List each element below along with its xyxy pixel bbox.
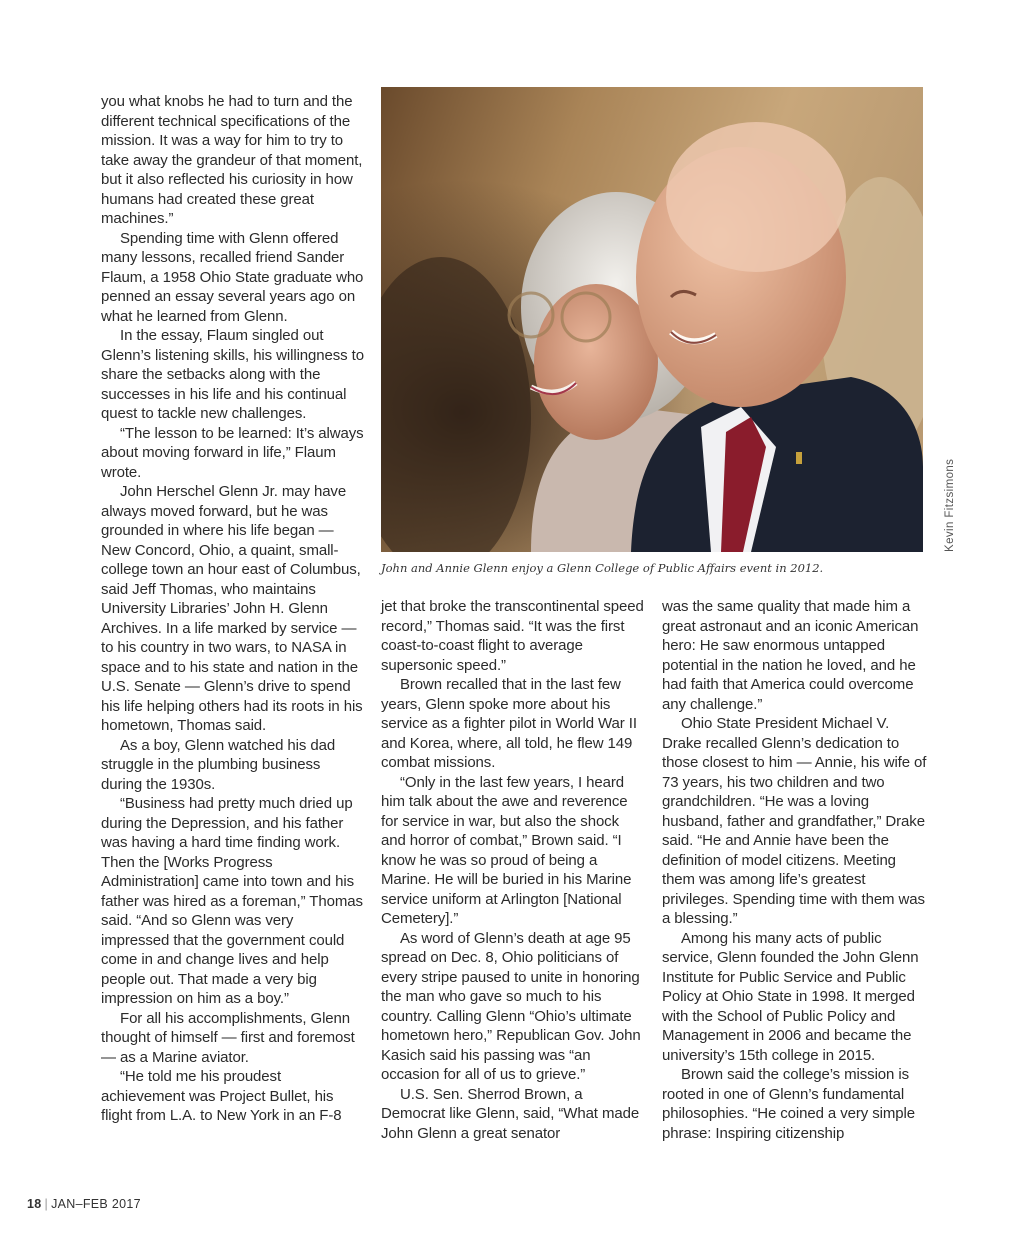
issue-date: JAN–FEB 2017	[51, 1197, 141, 1211]
article-column-1	[101, 92, 365, 1126]
paragraph: For all his accomplishments, Glenn thought of himself — first and foremost — as a Marine aviator.	[101, 1009, 355, 1066]
article-photo	[381, 87, 923, 552]
photo-credit: Kevin Fitzsimons	[944, 458, 956, 552]
paragraph: jet that broke the transcontinental speed record,” Thomas said. “It was the first coast-to-coast flight to average supersonic speed.”	[381, 598, 644, 674]
paragraph: Among his many acts of public service, Glenn founded the John Glenn Institute for Public Service and Public Policy at Ohio State in 1998. It merged with the School of Public Policy and Management in 2006 and became the university’s 15th college in 2015.	[662, 929, 919, 1064]
paragraph: Brown said the college’s mission is rooted in one of Glenn’s fundamental philosophies. “He coined a very simple phrase: Inspiring citizenship	[662, 1066, 915, 1142]
photo-caption: John and Annie Glenn enjoy a Glenn College of Public Affairs event in 2012.	[381, 561, 824, 575]
paragraph: “He told me his proudest achievement was Project Bullet, his flight from L.A. to New York in an F-8	[101, 1068, 342, 1124]
paragraph: was the same quality that made him a great astronaut and an iconic American hero: He saw enormous untapped potential in the nation he loved, and he had faith that America could overcome any challenge.”	[662, 598, 919, 713]
paragraph: U.S. Sen. Sherrod Brown, a Democrat like Glenn, said, “What made John Glenn a great senator	[381, 1085, 640, 1142]
paragraph: “Business had pretty much dried up during the Depression, and his father was having a hard time finding work. Then the [Works Progress Administration] came into town and his father was hired as a foreman,” Thomas said. “And so Glenn was very impressed that the government could come in and change lives and help people out. That made a very big impression on him as a boy.”	[101, 795, 363, 1007]
article-column-3	[662, 597, 928, 1143]
paragraph: In the essay, Flaum singled out Glenn’s listening skills, his willingness to share the setbacks along with the successes in his life and his continual quest to tackle new challenges.	[101, 327, 364, 422]
paragraph: you what knobs he had to turn and the different technical specifications of the mission. It was a way for him to try to take away the grandeur of that moment, but it also reflected his curiosity in how humans had created these great machines.”	[101, 93, 363, 227]
paragraph: John Herschel Glenn Jr. may have always moved forward, but he was grounded in where his life began — New Concord, Ohio, a quaint, small-college town an hour east of Columbus, said Jeff Thomas, who maintains University Libraries’ John H. Glenn Archives. In a life marked by service — to his country in two wars, to NASA in space and to his state and nation in the U.S. Senate — Glenn’s drive to spend his life helping others had its roots in his hometown, Thomas said.	[101, 483, 363, 734]
paragraph: “The lesson to be learned: It’s always about moving forward in life,” Flaum wrote.	[101, 424, 364, 481]
paragraph: As a boy, Glenn watched his dad struggle in the plumbing business during the 1930s.	[101, 736, 336, 793]
page-number: 18	[27, 1197, 42, 1211]
footer-separator: |	[44, 1197, 49, 1211]
paragraph: Brown recalled that in the last few years, Glenn spoke more about his service as a fighter pilot in World War II and Korea, where, all told, he flew 149 combat missions.	[381, 676, 637, 771]
paragraph: As word of Glenn’s death at age 95 spread on Dec. 8, Ohio politicians of every stripe paused to unite in honoring the man who gave so much to his country. Calling Glenn “Ohio’s ultimate hometown hero,” Republican Gov. John Kasich said his passing was “an occasion for all of us to grieve.”	[381, 929, 641, 1083]
paragraph: Ohio State President Michael V. Drake recalled Glenn’s dedication to those closest to him — Annie, his wife of 73 years, his two children and two grandchildren. “He was a loving husband, father and grandfather,” Drake said. “He and Annie have been the definition of model citizens. Meeting them was among life’s greatest privileges. Spending time with them was a blessing.”	[662, 715, 927, 927]
paragraph: Spending time with Glenn offered many lessons, recalled friend Sander Flaum, a 1958 Ohio State graduate who penned an essay several years ago on what he learned from Glenn.	[101, 229, 364, 325]
paragraph: “Only in the last few years, I heard him talk about the awe and reverence for service in war, but also the shock and horror of combat,” Brown said. “I know he was so proud of being a Marine. He will be buried in his Marine service uniform at Arlington [National Cemetery].”	[381, 773, 632, 927]
article-column-2	[381, 597, 647, 1143]
page-footer	[27, 1197, 141, 1211]
